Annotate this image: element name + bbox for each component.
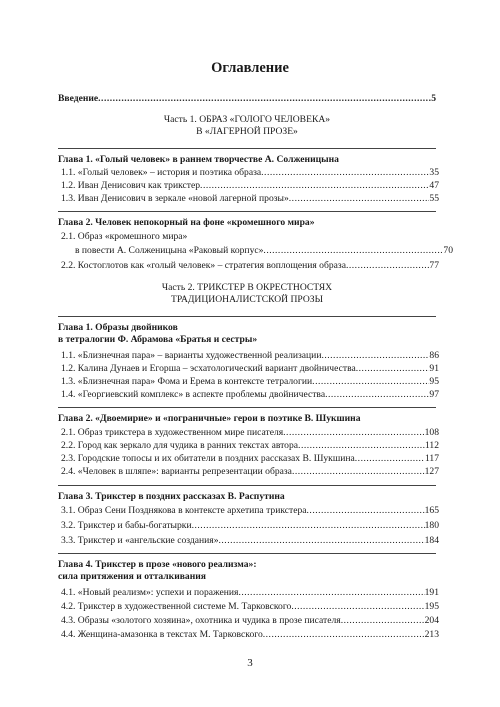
dot-leader: [298, 440, 425, 452]
dot-leader: [261, 167, 429, 179]
divider: [58, 485, 436, 486]
toc-entry[interactable]: [58, 440, 439, 452]
toc-entry-label: 1.3. «Близнечная пара» Фома и Ерема в контексте тетралогии: [61, 376, 313, 387]
toc-entry[interactable]: [58, 260, 439, 272]
chapter-heading: Глава 2. Человек непокорный на фоне «кромешного мира»: [58, 217, 315, 228]
toc-entry-label: 3.1. Образ Сени Позднякова в контексте архетипа трикстера: [61, 505, 307, 516]
chapter-heading: [58, 559, 436, 583]
toc-entry-page: 97: [429, 389, 439, 400]
toc-entry[interactable]: [58, 180, 439, 192]
dot-leader: [283, 427, 424, 439]
toc-entry-page: 47: [429, 180, 439, 191]
divider: [58, 211, 436, 212]
toc-entry[interactable]: [58, 453, 439, 465]
part-heading-1: [58, 114, 436, 138]
toc-entry[interactable]: [58, 389, 439, 401]
dot-leader: [356, 363, 430, 375]
dot-leader: [219, 535, 425, 547]
toc-entry[interactable]: [58, 193, 439, 205]
dot-leader: [307, 505, 425, 517]
toc-entry[interactable]: [58, 535, 439, 547]
toc-entry-label: 2.2. Город как зеркало для чудика в ранних текстах автора: [61, 440, 299, 451]
toc-entry-label: 1.1. «Голый человек» – история и поэтика образа: [61, 167, 262, 178]
toc-entry-page: 70: [443, 245, 453, 256]
toc-entry[interactable]: [58, 520, 439, 532]
part-heading-line: Часть 1. ОБРАЗ «ГОЛОГО ЧЕЛОВЕКА»: [163, 114, 331, 125]
toc-entry-page: 204: [424, 615, 439, 626]
dot-leader: [263, 245, 443, 257]
toc-entry-page: 95: [429, 376, 439, 387]
toc-entry-page: 91: [429, 363, 439, 374]
chapter-heading-line: Глава 4. Трикстер в прозе «нового реализма»:: [58, 559, 257, 570]
chapter-heading: Глава 3. Трикстер в поздних рассказах В. Распутина: [58, 491, 285, 502]
part-heading-2: [58, 282, 436, 306]
toc-entry[interactable]: [58, 615, 439, 627]
chapter-heading: [58, 322, 436, 346]
toc-entry-label: 2.4. «Человек в шляпе»: варианты репрезентации образа: [61, 466, 292, 477]
toc-entry-label: 4.2. Трикстер в художественной системе М. Тарковского: [61, 601, 292, 612]
toc-entry-page: 127: [424, 466, 439, 477]
toc-entry-page: 191: [424, 587, 439, 598]
toc-entry[interactable]: [58, 427, 439, 439]
toc-entry-label: 3.3. Трикстер и «ангельские создания»: [61, 535, 219, 546]
divider: [58, 316, 436, 317]
toc-entry-label: 4.4. Женщина-амазонка в текстах М. Тарковского: [61, 629, 263, 640]
toc-entry-page: 112: [424, 440, 439, 451]
toc-entry[interactable]: [58, 376, 439, 388]
toc-entry-page: 213: [424, 629, 439, 640]
dot-leader: [238, 587, 424, 599]
toc-entry-page: 195: [424, 601, 439, 612]
chapter-heading: Глава 1. «Голый человек» в раннем творчестве А. Солженицына: [58, 154, 339, 165]
divider: [58, 553, 436, 554]
toc-entry[interactable]: [58, 466, 439, 478]
dot-leader: [325, 389, 429, 401]
toc-entry-page: 108: [424, 427, 439, 438]
dot-leader: [292, 466, 425, 478]
dot-leader: [263, 629, 425, 641]
divider: [58, 148, 436, 149]
toc-entry-label: 4.3. Образы «золотого хозяина», охотника и чудика в прозе писателя: [61, 615, 341, 626]
dot-leader: [312, 376, 429, 388]
toc-entry[interactable]: [58, 629, 439, 641]
toc-entry-label: Введение: [58, 93, 99, 104]
part-heading-line: В «ЛАГЕРНОЙ ПРОЗЕ»: [196, 126, 298, 137]
dot-leader: [355, 453, 425, 465]
part-heading-line: Часть 2. ТРИКСТЕР В ОКРЕСТНОСТЯХ: [161, 282, 333, 293]
dot-leader: [291, 601, 424, 613]
toc-entry[interactable]: [58, 363, 439, 375]
toc-entry-label: 1.2. Калина Дунаев и Егорша – эсхатологический вариант двойничества: [61, 363, 356, 374]
toc-entry-label: 2.1. Образ трикстера в художественном мире писателя: [61, 427, 284, 438]
toc-entry-label: 1.4. «Георгиевский комплекс» в аспекте проблемы двойничества: [61, 389, 326, 400]
toc-entry-page: 55: [429, 193, 439, 204]
dot-leader: [98, 93, 431, 105]
dot-leader: [200, 180, 429, 192]
chapter-heading-line: Глава 1. Образы двойников: [58, 322, 178, 333]
toc-entry-label: 2.1. Образ «кромешного мира»: [61, 231, 188, 242]
toc-entry-page: 77: [429, 260, 439, 271]
toc-entry[interactable]: [58, 601, 439, 613]
page-title: Оглавление: [211, 60, 289, 76]
toc-entry[interactable]: [58, 350, 439, 362]
toc-entry-page: 165: [424, 505, 439, 516]
dot-leader: [346, 260, 429, 272]
toc-entry-page: 117: [424, 453, 439, 464]
part-heading-line: ТРАДИЦИОНАЛИСТСКОЙ ПРОЗЫ: [170, 294, 323, 305]
toc-entry-label: 3.2. Трикстер и бабы-богатырки: [61, 520, 192, 531]
toc-entry-page: 184: [424, 535, 439, 546]
toc-entry[interactable]: [58, 245, 453, 257]
dot-leader: [341, 615, 425, 627]
toc-entry[interactable]: [58, 505, 439, 517]
dot-leader: [192, 520, 425, 532]
toc-entry-label: 2.3. Городские топосы и их обитатели в поздних рассказах В. Шукшина: [61, 453, 355, 464]
toc-entry-label: 4.1. «Новый реализм»: успехи и поражения: [61, 587, 239, 598]
toc-entry-page: 5: [431, 93, 436, 104]
toc-entry-label: 2.2. Костоглотов как «голый человек» – стратегия воплощения образа: [61, 260, 346, 271]
toc-entry-label: в повести А. Солженицына «Раковый корпус»: [75, 245, 264, 256]
dot-leader: [289, 193, 430, 205]
toc-entry-label: 1.1. «Близнечная пара» – варианты художественной реализации: [61, 350, 322, 361]
page-number: 3: [247, 657, 253, 669]
toc-entry-page: 180: [424, 520, 439, 531]
chapter-heading: Глава 2. «Двоемирие» и «пограничные» герои в поэтике В. Шукшина: [58, 413, 361, 424]
toc-entry-label: 1.3. Иван Денисович в зеркале «новой лагерной прозы»: [61, 193, 289, 204]
chapter-heading-line: сила притяжения и отталкивания: [58, 571, 206, 582]
chapter-heading-line: в тетралогии Ф. Абрамова «Братья и сестры»: [58, 334, 258, 345]
toc-entry-page: 86: [429, 350, 439, 361]
toc-entry-label: 1.2. Иван Денисович как трикстер: [61, 180, 201, 191]
toc-entry[interactable]: [58, 587, 439, 599]
divider: [58, 407, 436, 408]
toc-entry-intro[interactable]: [58, 93, 436, 105]
toc-entry-page: 35: [429, 167, 439, 178]
dot-leader: [321, 350, 429, 362]
toc-entry[interactable]: [58, 167, 439, 179]
